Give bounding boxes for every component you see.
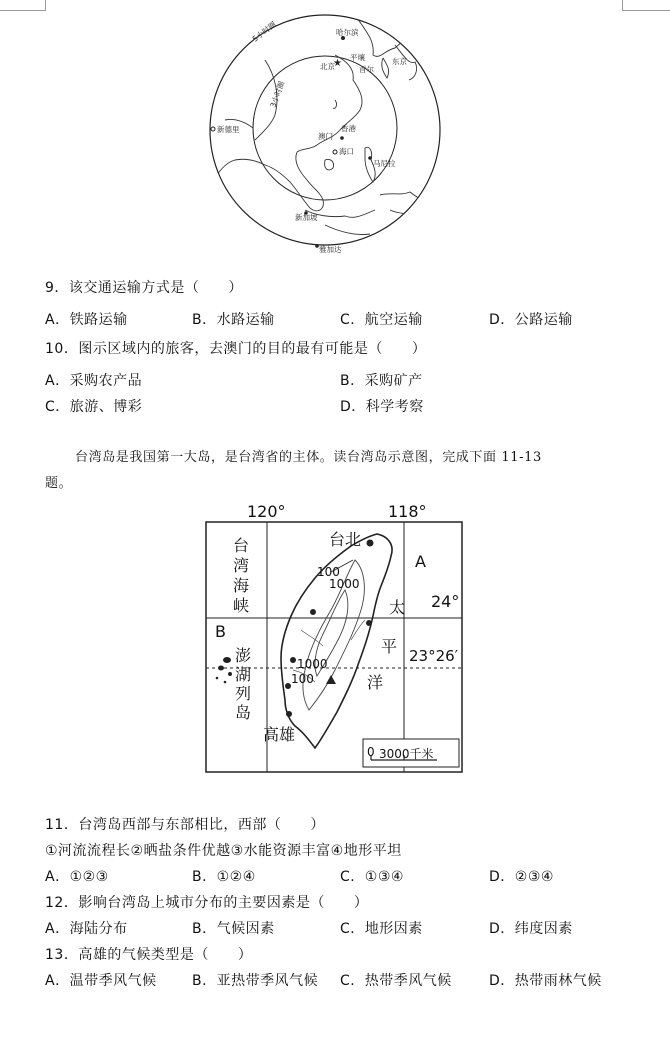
q9-option-a[interactable]: A．铁路运输 [45, 312, 128, 328]
scale-distance-label: 3000千米 [379, 747, 434, 761]
label-a: A [415, 552, 426, 571]
intro-line-2: 题。 [45, 476, 73, 491]
q12-option-d[interactable]: D．纬度因素 [489, 921, 573, 937]
q12-option-c[interactable]: C．地形因素 [340, 921, 423, 937]
aomen-dot [340, 136, 344, 140]
circle-map [205, 0, 445, 265]
q9-option-c[interactable]: C．航空运输 [340, 312, 423, 328]
ring5-label: 5小时圈 [250, 19, 278, 44]
inner-ring [253, 56, 397, 200]
q12-stem: 12．影响台湾岛上城市分布的主要因素是（ ） [45, 895, 369, 911]
kaohsiung-dot [286, 711, 292, 717]
lat-24-label: 24° [431, 592, 460, 611]
q12-option-a[interactable]: A．海陆分布 [45, 921, 128, 937]
q9-stem: 9．该交通运输方式是（ ） [45, 280, 243, 296]
penghu-island-2 [218, 666, 224, 671]
contour-label-100-north: 100 [317, 565, 340, 579]
penghu-island-4 [216, 677, 219, 680]
ring3-label: 3小时圈 [268, 79, 287, 109]
taichung-dot [310, 609, 316, 615]
q10-option-d[interactable]: D．科学考察 [340, 399, 424, 415]
intro-line-1: 台湾岛是我国第一大岛，是台湾省的主体。读台湾岛示意图，完成下面 11-13 [75, 450, 542, 465]
seoul-label: 首尔 [359, 65, 374, 74]
contour-label-100-south: 100 [291, 672, 314, 686]
contour-label-1000-south: 1000 [297, 657, 328, 671]
new-delhi-dot [211, 127, 215, 131]
q13-option-b[interactable]: B．亚热带季风气候 [192, 973, 319, 989]
corner-mark-left [0, 0, 46, 11]
q13-option-a[interactable]: A．温带季风气候 [45, 973, 157, 989]
ocean-char-1: 太 [389, 598, 406, 617]
q9-option-b[interactable]: B．水路运输 [192, 312, 275, 328]
q11-option-c[interactable]: C．①③④ [340, 869, 404, 885]
jakarta-label: 雅加达 [319, 245, 342, 254]
q10-option-c[interactable]: C．旅游、博彩 [45, 399, 143, 415]
beijing-star: ★ [333, 58, 342, 69]
ocean-char-2: 平 [381, 637, 398, 656]
singapore-label: 新加坡 [295, 213, 318, 222]
q10-stem: 10．图示区域内的旅客，去澳门的目的最有可能是（ ） [45, 341, 427, 357]
lon-118-label: 118° [388, 502, 427, 521]
q11-option-a[interactable]: A．①②③ [45, 869, 109, 885]
contour-label-1000-north: 1000 [329, 577, 360, 591]
harbin-label: 哈尔滨 [336, 28, 359, 37]
corner-mark-right [622, 0, 670, 11]
manila-label: 马尼拉 [373, 159, 396, 168]
aomen-label: 澳门 [318, 132, 333, 141]
mountain-peak-icon [326, 675, 336, 684]
scale-zero-label: 0 [367, 745, 375, 759]
q11-statements: ①河流流程长②晒盐条件优越③水能资源丰富④地形平坦 [45, 843, 402, 859]
q12-option-b[interactable]: B．气候因素 [192, 921, 275, 937]
kaohsiung-label: 高雄 [263, 725, 296, 744]
pyongyang-label: 平壤 [350, 53, 365, 62]
penghu-island-3 [228, 672, 232, 676]
new-delhi-label: 新德里 [217, 125, 240, 134]
xianggang-label: 香港 [341, 124, 356, 133]
manila-dot [368, 156, 372, 160]
penghu-islands-label: 澎 湖 列 岛 [235, 646, 252, 722]
intro-paragraph [45, 445, 625, 497]
lon-120-label: 120° [247, 502, 286, 521]
q11-option-d[interactable]: D．②③④ [489, 869, 554, 885]
haikou-dot [333, 150, 337, 154]
penghu-island-5 [224, 681, 227, 684]
taipei-dot [367, 540, 374, 547]
hualien-dot [366, 620, 372, 626]
penghu-island-1 [223, 657, 231, 663]
q13-option-d[interactable]: D．热带雨林气候 [489, 973, 602, 989]
taiwan-map [205, 500, 465, 775]
outer-ring [210, 15, 440, 245]
haikou-label: 海口 [339, 147, 354, 156]
taipei-label: 台北 [329, 530, 362, 549]
ocean-char-3: 洋 [367, 673, 384, 692]
tokyo-label: 东京 [392, 57, 407, 66]
q13-option-c[interactable]: C．热带季风气候 [340, 973, 452, 989]
beijing-label: 北京 [320, 62, 335, 71]
lat-23-26-label: 23°26′ [409, 647, 459, 665]
q13-stem: 13．高雄的气候类型是（ ） [45, 947, 253, 963]
q10-option-b[interactable]: B．采购矿产 [340, 373, 423, 389]
q9-option-d[interactable]: D．公路运输 [489, 312, 573, 328]
q11-option-b[interactable]: B．①②④ [192, 869, 256, 885]
q11-stem: 11．台湾岛西部与东部相比，西部（ ） [45, 817, 325, 833]
taiwan-strait-label: 台 湾 海 峡 [233, 536, 250, 615]
label-b: B [215, 622, 226, 641]
chiayi-dot [290, 657, 296, 663]
q10-option-a[interactable]: A．采购农产品 [45, 373, 143, 389]
